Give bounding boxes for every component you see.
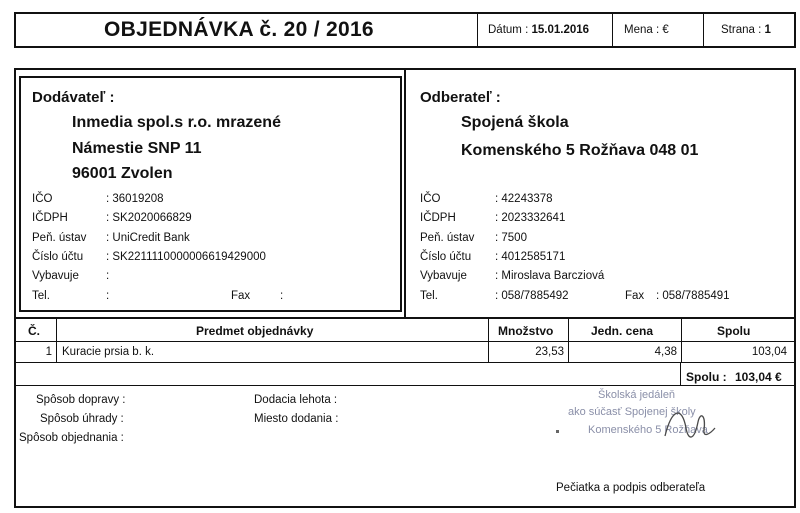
date-label: Dátum : [488, 24, 529, 36]
table-top-rule [15, 317, 795, 319]
delivery-time-label: Dodacia lehota : [254, 394, 338, 406]
supplier-fax-label: Fax [231, 290, 251, 302]
customer-icdph-label: IČDPH [420, 212, 456, 224]
customer-tel-label: Tel. [420, 290, 438, 302]
col-header-unit-price: Jedn. cena [591, 324, 654, 338]
customer-ico-label: IČO [420, 193, 441, 205]
delivery-place-label: Miesto dodania : [254, 413, 339, 425]
customer-name: Spojená škola [461, 114, 569, 131]
supplier-contact-label: Vybavuje [32, 270, 79, 282]
supplier-ico-value: : 36019208 [106, 193, 164, 205]
stamp-line-3: Komenského 5 Rožňava [588, 424, 708, 436]
table-total-rule [15, 385, 795, 386]
customer-bank-value: : 7500 [495, 232, 527, 244]
page-label: Strana : [721, 24, 762, 36]
document-title: OBJEDNÁVKA č. 20 / 2016 [104, 18, 374, 41]
ordering-label: Spôsob objednania : [19, 432, 124, 444]
supplier-name: Inmedia spol.s r.o. mrazené [72, 114, 281, 131]
supplier-fax-value: : [280, 290, 284, 302]
supplier-bank-label: Peň. ústav [32, 232, 87, 244]
row-no: 1 [45, 346, 52, 358]
page-value: 1 [764, 24, 771, 36]
supplier-city: 96001 Zvolen [72, 165, 173, 182]
customer-heading: Odberateľ : [420, 89, 501, 106]
header-divider [612, 13, 613, 47]
col-header-item: Predmet objednávky [196, 324, 314, 338]
customer-contact-label: Vybavuje [420, 270, 467, 282]
stamp-dot-icon [556, 430, 559, 433]
stamp-line-2: ako súčasť Spojenej školy [568, 406, 696, 418]
customer-contact-value: : Miroslava Barcziová [495, 270, 605, 282]
customer-address: Komenského 5 Rožňava 048 01 [461, 142, 699, 159]
supplier-ico-label: IČO [32, 193, 53, 205]
col-divider [56, 318, 57, 362]
customer-account-value: : 4012585171 [495, 251, 566, 263]
table-row-rule [15, 362, 795, 363]
table-header-rule [15, 341, 795, 342]
supplier-contact-value: : [106, 270, 110, 282]
stamp-line-1: Školská jedáleň [598, 389, 676, 401]
row-item: Kuracie prsia b. k. [62, 346, 155, 358]
supplier-tel-label: Tel. [32, 290, 50, 302]
col-divider [680, 362, 681, 385]
currency-field [624, 24, 669, 36]
signature-caption: Pečiatka a podpis odberateľa [556, 482, 706, 494]
supplier-icdph-value: : SK2020066829 [106, 212, 192, 224]
customer-bank-label: Peň. ústav [420, 232, 475, 244]
date-value: 15.01.2016 [531, 24, 590, 36]
currency-value: € [662, 24, 669, 36]
col-header-total: Spolu [717, 324, 751, 338]
supplier-account-label: Číslo účtu [32, 251, 84, 263]
col-header-qty: Množstvo [498, 324, 554, 338]
customer-fax-label: Fax [625, 290, 645, 302]
supplier-heading: Dodávateľ : [32, 89, 115, 106]
grand-total-value: 103,04 € [735, 370, 782, 384]
customer-tel-value: : 058/7885492 [495, 290, 569, 302]
col-divider [681, 318, 682, 362]
currency-label: Mena : [624, 24, 660, 36]
grand-total-label: Spolu : [686, 370, 727, 384]
customer-account-label: Číslo účtu [420, 251, 472, 263]
col-divider [488, 318, 489, 362]
customer-fax-value: : 058/7885491 [656, 290, 730, 302]
row-unit-price: 4,38 [654, 346, 677, 358]
transport-label: Spôsob dopravy : [36, 394, 126, 406]
page-field [721, 24, 771, 36]
header-divider [703, 13, 704, 47]
date-field [488, 24, 589, 36]
customer-ico-value: : 42243378 [495, 193, 553, 205]
row-qty: 23,53 [535, 346, 564, 358]
supplier-bank-value: : UniCredit Bank [106, 232, 190, 244]
supplier-icdph-label: IČDPH [32, 212, 68, 224]
customer-icdph-value: : 2023332641 [495, 212, 566, 224]
supplier-account-value: : SK2211110000006619429000 [106, 251, 266, 263]
supplier-tel-value: : [106, 290, 110, 302]
col-divider [568, 318, 569, 362]
row-total: 103,04 [751, 346, 787, 358]
header-divider [477, 13, 478, 47]
supplier-street: Námestie SNP 11 [72, 140, 202, 157]
col-header-no: Č. [28, 324, 40, 338]
signature-icon [660, 398, 720, 448]
party-divider [404, 69, 406, 317]
payment-label: Spôsob úhrady : [40, 413, 124, 425]
